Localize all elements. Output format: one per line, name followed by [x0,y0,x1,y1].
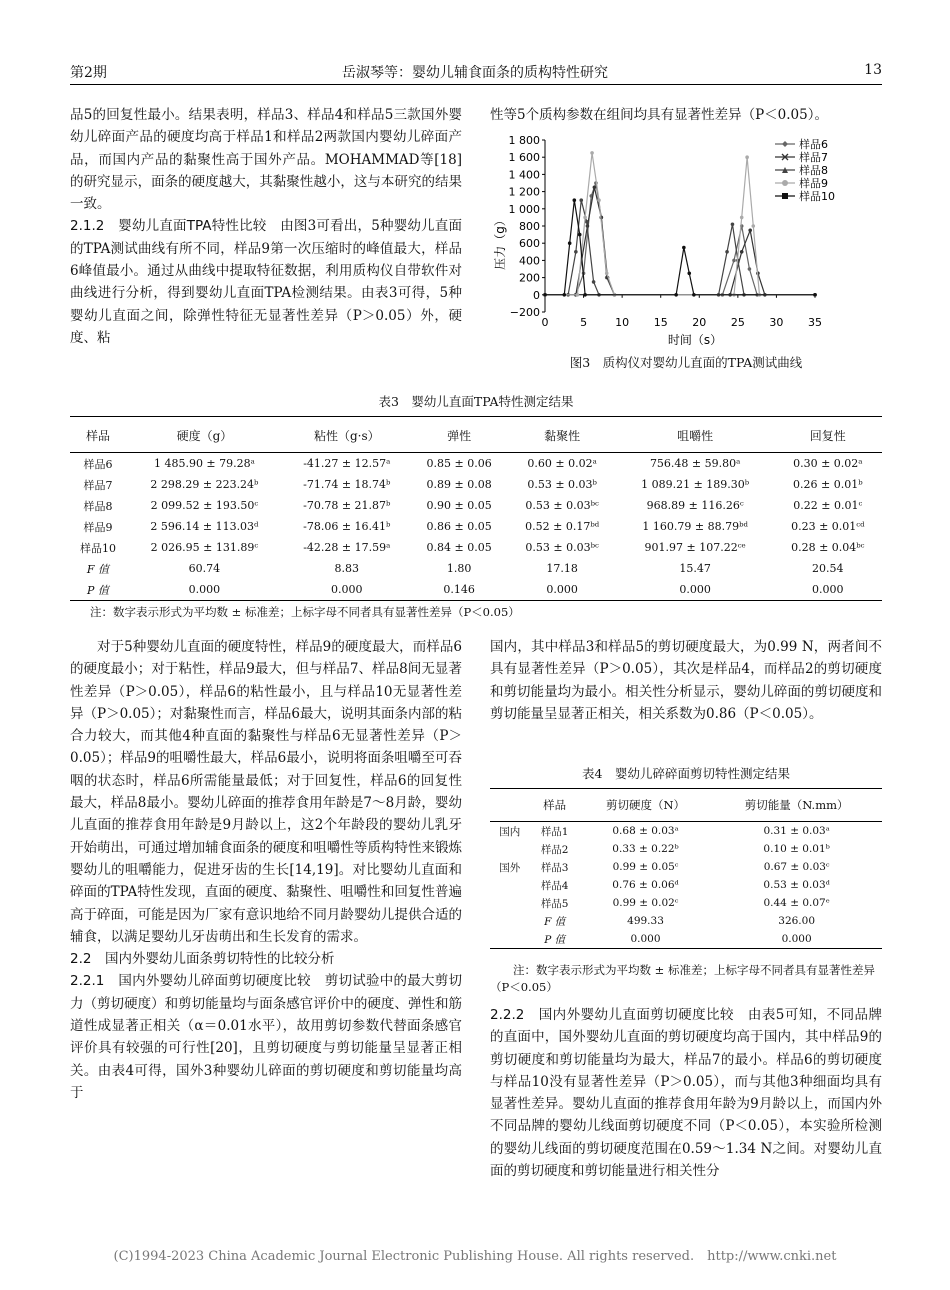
table-cell: 0.23 ± 0.01ᶜᵈ [791,520,865,533]
table-cell: 0.33 ± 0.22ᵇ [612,843,679,855]
table-cell: 0.67 ± 0.03ᶜ [763,861,830,873]
legend-label: 样品7 [799,151,828,164]
table-cell: 1 485.90 ± 79.28ᵃ [153,457,255,470]
table-cell: 2 099.52 ± 193.50ᶜ [150,499,259,512]
table-cell: 0.84 ± 0.05 [426,541,492,554]
y-tick-label: 1 400 [508,168,540,182]
copyright-footer: (C)1994-2023 China Academic Journal Electronic Publishing House. All rights reserved. http://www.cnki.net [113,1249,837,1264]
table-cell: 0.68 ± 0.03ᵃ [612,825,679,837]
data-point [562,293,566,297]
table-row [70,495,882,516]
table-cell: 0.99 ± 0.05ᶜ [612,861,679,873]
table-cell: 0.44 ± 0.07ᵉ [763,897,830,909]
table-cell: -70.78 ± 21.87ᵇ [303,499,391,512]
table-row [490,840,882,858]
legend-label: 样品10 [799,190,835,203]
data-point [732,259,736,263]
data-point [593,186,597,190]
x-tick-label: 35 [808,316,822,329]
data-point [748,229,752,233]
table-row [70,579,882,601]
table-cell: 国内 [499,825,521,838]
x-tick-label: 10 [615,316,630,329]
table-cell: 756.48 ± 59.80ᵃ [649,457,741,470]
table-row [490,930,882,949]
table-cell: 0.52 ± 0.17ᵇᵈ [525,520,600,533]
table-cell: 326.00 [778,915,816,927]
legend-marker [782,141,788,147]
column-header: 回复性 [774,417,882,453]
table-cell: 0.86 ± 0.05 [426,520,492,533]
section-heading-2-2-2: 2.2.2 国内外婴幼儿直面剪切硬度比较 [490,1007,734,1023]
table-cell: 0.60 ± 0.02ᵃ [527,457,597,470]
legend-label: 样品9 [799,177,828,190]
y-tick-label: 1 000 [508,202,540,216]
table-row [490,894,882,912]
table-3-title: 表3 婴幼儿直面TPA特性测定结果 [378,394,574,409]
section-heading-2-2: 2.2 国内外婴幼儿面条剪切特性的比较分析 [70,951,335,968]
column-header: 粘性（g·s） [283,417,411,453]
table-cell: P 值 [70,579,126,601]
data-point [740,250,744,254]
x-tick-label: 25 [730,316,745,329]
table-cell: 1 089.21 ± 189.30ᵇ [641,478,750,491]
table-cell: 样品3 [540,861,569,874]
data-point [543,293,547,297]
table-4-note: 注：数字表示形式为平均数 ± 标准差；上标字母不同者具有显著性差异（P＜0.05） [490,963,875,994]
table-cell: 样品7 [83,478,113,492]
data-point [579,198,583,202]
legend-label: 样品8 [799,164,828,177]
table-cell: 968.89 ± 116.26ᶜ [646,499,744,512]
table-cell: 2 596.14 ± 113.03ᵈ [150,520,259,533]
table-cell: 样品8 [83,499,113,513]
data-point [692,293,696,297]
table-3-note: 注：数字表示形式为平均数 ± 标准差；上标字母不同者具有显著性差异（P＜0.05） [90,605,520,619]
table-row [490,858,882,876]
table-cell: 0.53 ± 0.03ᵇ [527,478,597,491]
table-cell: 0.000 [774,579,882,601]
table-cell: 0.53 ± 0.03ᵈ [763,879,830,891]
data-point [605,272,609,276]
column-header: 黏聚性 [508,417,617,453]
table-cell: P 值 [530,930,580,949]
column-header [490,789,530,822]
table-cell: 样品5 [540,897,569,910]
series-line-样品7 [545,187,815,294]
table-cell: 样品6 [83,457,113,471]
page-number: 13 [864,62,882,78]
data-point [740,216,744,220]
table-cell: 样品9 [83,520,113,534]
table-cell: 0.146 [411,579,508,601]
table-row [70,516,882,537]
paragraph: 国内，其中样品3和样品5的剪切硬度最大，为0.99 N，两者间不具有显著性差异（P＞0.05），其次是样品4，而样品2的剪切硬度和剪切能量均为最小。相关性分析显示，婴幼儿碎面的剪切硬度和剪切能量呈显著正相关，相关系数为0.86（P＜0.05）。 [490,639,882,722]
x-tick-label: 30 [769,316,784,329]
column-header: 样品 [70,417,126,453]
y-tick-label: −200 [509,306,540,319]
table-row [70,453,882,475]
left-column-top [70,104,462,349]
column-header: 咀嚼性 [617,417,774,453]
data-point [813,293,817,297]
data-point [583,216,587,220]
table-cell: 样品2 [540,843,569,856]
table-cell: -78.06 ± 16.41ᵇ [303,520,391,533]
section-heading-2-1-2: 2.1.2 婴幼儿直面TPA特性比较 [70,218,267,235]
tpa-curve-chart [490,130,882,345]
paragraph: 对于5种婴幼儿直面的硬度特性，样品9的硬度最大，而样品6的硬度最小；对于粘性，样品9最大，但与样品7、样品8间无显著性差异（P＞0.05），样品6的粘性最小，且与样品10无显著性差异（P＞0.05）；对黏聚性而言，样品6最大，说明其面条内部的粘合力较大，而其他4种直面的黏聚性与样品6无显著性差异（P＞0.05）；样品9的咀嚼性最大，样品6最小，说明将面条咀嚼至可吞咽的状态时，样品6所需能量最低；对于回复性，样品6的回复性最大，样品8最小。婴幼儿碎面的推荐食用年龄是7～8月龄，婴幼儿直面的推荐食用年龄是9月龄以上，这2个年龄段的婴幼儿乳牙开始萌出，可通过增加辅食面条的硬度和咀嚼性等质构特性来锻炼婴幼儿的咀嚼能力，促进牙齿的生长[14,19]。对比婴幼儿直面和碎面的TPA特性发现，直面的硬度、黏聚性、咀嚼性和回复性普遍高于碎面，可能是因为厂家有意识地给不同月龄婴幼儿提供合适的辅食，以满足婴幼儿牙齿萌出和生长发育的需求。 [70,639,462,945]
y-tick-label: 200 [519,271,540,285]
table-cell: 0.000 [283,579,411,601]
table-cell: 0.000 [508,579,617,601]
table-3 [70,416,882,601]
x-tick-label: 0 [541,316,549,329]
table-cell: 0.53 ± 0.03ᵇᶜ [525,541,599,554]
data-point [597,198,601,202]
header-rule [70,84,882,85]
table-cell: 0.28 ± 0.04ᵇᶜ [791,541,865,554]
data-point [573,198,577,202]
table-cell: 0.76 ± 0.06ᵈ [612,879,679,891]
table-cell: 0.31 ± 0.03ᵃ [763,825,830,837]
table-cell: 17.18 [546,562,578,575]
paragraph: 品5的回复性最小。结果表明，样品3、样品4和样品5三款国外婴幼儿碎面产品的硬度均高于样品1和样品2两款国内婴幼儿碎面产品，而国内产品的黏聚性高于国外产品。MOHAMMAD等[18]的研究显示，面条的硬度越大，其黏聚性越小，这与本研究的结果一致。 [70,107,462,213]
y-tick-label: 1 800 [508,134,540,147]
y-tick-label: 1 200 [508,185,540,199]
table-cell: -42.28 ± 17.59ᵃ [303,541,391,554]
data-point [687,272,691,276]
paragraph: 2.1.2 婴幼儿直面TPA特性比较 由图3可看出，5种婴幼儿直面的TPA测试曲线有所不同，样品9第一次压缩时的峰值最大，样品6峰值最小。通过从曲线中提取特征数据，利用质构仪自带软件对曲线进行分析，得到婴幼儿直面TPA检测结果。由表3可得，5种婴幼儿直面之间，除弹性特征无显著性差异（P＞0.05）外，硬度、粘 [70,218,462,346]
data-point [682,246,686,250]
table-cell: 0.90 ± 0.05 [426,499,492,512]
data-point [576,293,580,297]
table-row [70,537,882,558]
table-row [490,876,882,894]
table-row [490,912,882,930]
column-header: 弹性 [411,417,508,453]
x-tick-label: 15 [653,316,668,329]
table-cell: 8.83 [334,562,360,575]
data-point [583,293,587,297]
paragraph: 2.2.1 国内外婴幼儿碎面剪切硬度比较 剪切试验中的最大剪切力（剪切硬度）和剪切能量均与面条感官评价中的硬度、弹性和筋道性成显著正相关（α＝0.01水平），故用剪切参数代替面条感官评价具有较强的可行性[20]，且剪切硬度与剪切能量呈显著正相关。由表4可得，国外3种婴幼儿碎面的剪切硬度和剪切能量均高于 [70,973,462,1101]
data-point [748,267,752,271]
right-column-mid [490,636,882,725]
table-cell: 0.26 ± 0.01ᵇ [793,478,863,491]
running-title: 岳淑琴等：婴幼儿辅食面条的质构特性研究 [342,65,608,81]
left-column-bottom [70,636,462,1104]
table-row [70,474,882,495]
column-header: 样品 [530,789,580,822]
table-cell: 1 160.79 ± 88.79ᵇᵈ [642,520,748,533]
table-cell: 60.74 [188,562,221,575]
table-4-title: 表4 婴幼儿碎碎面剪切特性测定结果 [582,766,790,781]
table-cell: 15.47 [679,562,711,575]
y-tick-label: 600 [519,237,540,251]
table-cell [490,930,530,949]
table-cell: 499.33 [627,915,664,927]
x-tick-label: 20 [692,316,707,329]
table-cell [490,840,530,858]
table-cell: 20.54 [812,562,844,575]
legend-marker [782,193,788,199]
table-cell: 1.80 [446,562,472,575]
table-cell: F 值 [544,915,566,928]
table-cell: 样品4 [540,879,569,892]
data-point [568,241,572,245]
column-header: 剪切硬度（N） [580,789,712,822]
y-tick-label: 1 600 [508,151,540,165]
section-heading-2-2-1: 2.2.1 国内外婴幼儿碎面剪切硬度比较 [70,973,311,990]
data-point [592,280,596,284]
right-column-top [490,104,882,126]
table-cell: 样品1 [540,825,569,838]
x-axis-label: 时间（s） [667,333,723,345]
paragraph: 2.2.2 国内外婴幼儿直面剪切硬度比较 由表5可知，不同品牌的直面中，国外婴幼儿直面的剪切硬度均高于国内，其中样品9的剪切硬度和剪切能量均为最大，样品7的最小。样品6的剪切硬度与样品10没有显著性差异（P＞0.05），而与其他3种细面均具有显著性差异。婴幼儿直面的推荐食用年龄为9月龄以上，而国内外不同品牌的婴幼儿线面剪切硬度不同（P＜0.05），本实验所检测的婴幼儿线面的剪切硬度范围在0.59～1.34 N之间。对婴幼儿直面的剪切硬度和剪切能量进行相关性分 [490,1007,882,1180]
data-point [751,224,755,228]
table-cell: 国外 [499,861,521,874]
table-cell: -41.27 ± 12.57ᵃ [303,457,391,470]
table-cell: 0.000 [711,930,882,949]
table-cell: -71.74 ± 18.74ᵇ [303,478,391,491]
table-cell: 0.89 ± 0.08 [426,478,492,491]
table-cell: 0.30 ± 0.02ᵃ [793,457,863,470]
table-cell: 901.97 ± 107.22ᶜᵉ [644,541,746,554]
data-point [725,250,729,254]
table-cell: 0.000 [126,579,283,601]
legend-marker [782,180,788,186]
table-cell: 0.000 [617,579,774,601]
paragraph: 性等5个质构参数在组间均具有显著性差异（P＜0.05）。 [490,107,828,123]
table-cell: 0.53 ± 0.03ᵇᶜ [525,499,599,512]
data-point [590,151,594,155]
legend-label: 样品6 [799,138,828,151]
table-4 [490,788,882,949]
table-cell: 0.10 ± 0.01ᵇ [763,843,830,855]
issue-number: 第2期 [70,65,107,81]
data-point [745,155,749,159]
data-point [731,222,735,226]
column-header: 硬度（g） [126,417,283,453]
table-cell: 0.000 [580,930,712,949]
right-column-bottom [490,1004,882,1182]
table-row [490,822,882,841]
table-cell: F 值 [86,562,110,576]
table-cell: 0.85 ± 0.06 [426,457,492,470]
y-axis-label: 压力（g） [493,214,507,270]
table-cell: 2 026.95 ± 131.89ᶜ [150,541,259,554]
table-cell [490,894,530,912]
x-tick-label: 5 [580,316,588,329]
table-cell [490,912,530,930]
column-header: 剪切能量（N.mm） [711,789,882,822]
table-cell [490,876,530,894]
figure-3-caption: 图3 质构仪对婴幼儿直面的TPA测试曲线 [569,355,803,370]
table-cell: 样品10 [79,541,116,555]
data-point [574,250,578,254]
data-point [674,293,678,297]
table-cell: 0.22 ± 0.01ᶜ [793,499,863,512]
table-cell: 2 298.29 ± 223.24ᵇ [150,478,259,491]
y-tick-label: 0 [533,288,540,302]
table-cell: 0.99 ± 0.02ᶜ [612,897,679,909]
y-tick-label: 400 [519,254,540,268]
y-tick-label: 800 [519,220,540,233]
data-point [578,233,582,237]
table-row [70,558,882,579]
